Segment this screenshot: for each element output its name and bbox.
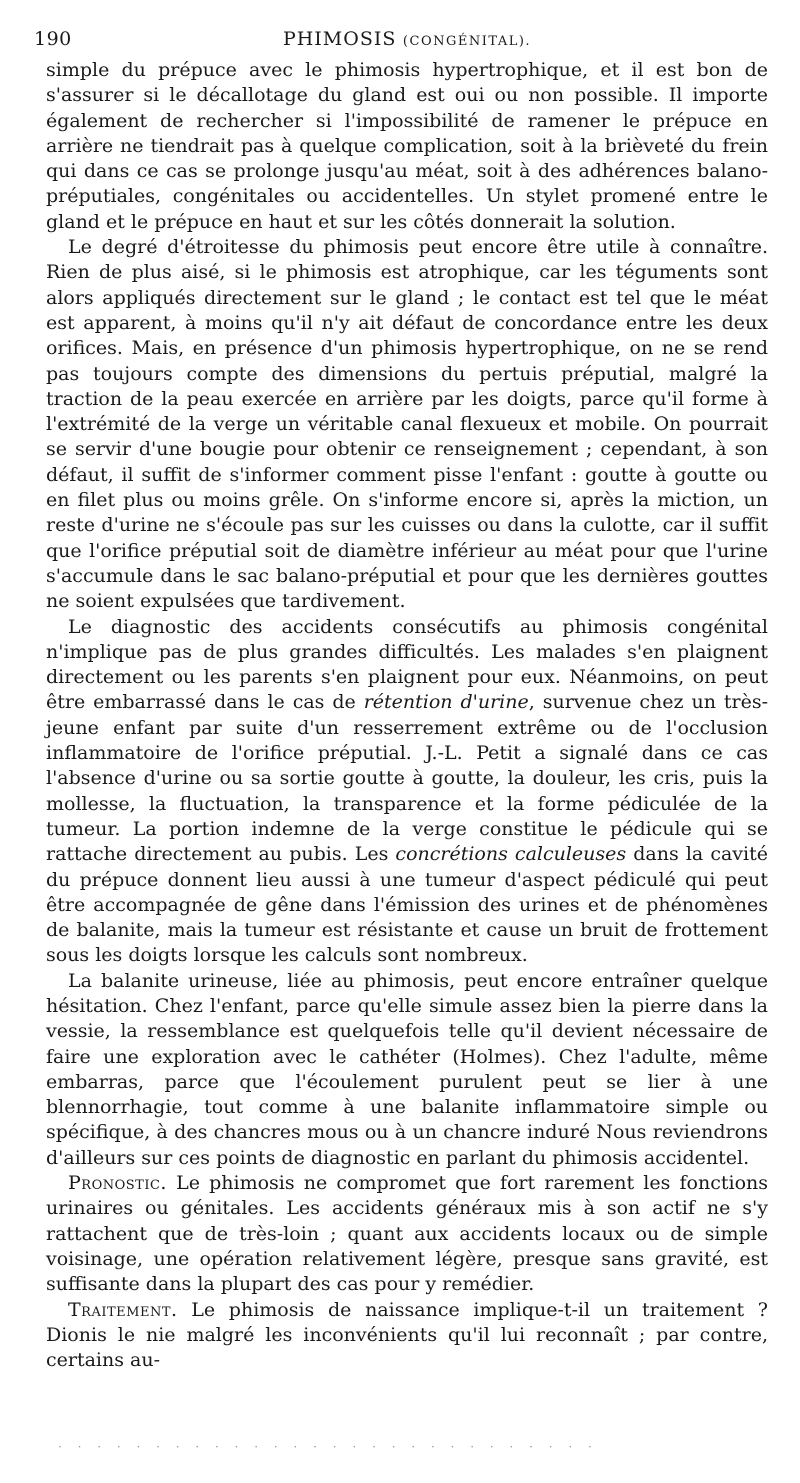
- paragraph-3-text-b: , survenue chez un très-jeune enfant par suite d'un resserrement extrême ou de l'occlusion inflammatoire de l'orifice préputial. J.-L. Petit a signalé dans ce cas l'absence d'urine ou sa sortie goutte à goutte, la douleur, les cris, puis la mollesse, la fluctuation, la transparence et la forme pédiculée de la tumeur. La portion indemne de la verge constitue le pédicule qui se rattache directement au pubis. Les: [46, 691, 768, 866]
- paragraph-3-text-c: dans la cavité du prépuce donnent lieu aussi à une tumeur d'aspect pédiculé qui peut être accompagnée de gêne dans l'émission des urines et de phénomènes de balanite, mais la tumeur est résistante et cause un bruit de frottement sous les doigts lorsque les calculs sont nombreux.: [46, 843, 768, 967]
- running-title-main: PHIMOSIS: [282, 28, 397, 50]
- paragraph-3: [46, 615, 768, 969]
- paragraph-pronostic-text: Le phimosis ne compromet que fort rarement les fonctions urinaires ou génitales. Les accidents généraux mis à son actif ne s'y rattachent que de très-loin ; quant aux accidents locaux ou de simple voisinage, une opération relativement légère, presque sans gravité, est suffisante dans la plupart des cas pour y remédier.: [46, 1172, 768, 1296]
- paragraph-1: [46, 58, 768, 235]
- paragraph-4-text: La balanite urineuse, liée au phimosis, peut encore entraîner quelque hésitation. Chez l'enfant, parce qu'elle simule assez bien la pierre dans la vessie, la ressemblance est quelquefois telle qu'il devient nécessaire de faire une exploration avec le cathéter (Holmes). Chez l'adulte, même embarras, parce que l'écoulement purulent peut se lier à une blennorrhagie, tout comme à une balanite inflammatoire simple ou spécifique, à des chancres mous ou à un chancre induré Nous reviendrons d'ailleurs sur ces points de diagnostic en parlant du phimosis accidentel.: [46, 969, 768, 1169]
- paragraph-2-text: Le degré d'étroitesse du phimosis peut encore être utile à connaître. Rien de plus aisé, si le phimosis est atrophique, car les téguments sont alors appliqués directement sur le gland ; le contact est tel que le méat est apparent, à moins qu'il n'y ait défaut de concordance entre les deux orifices. Mais, en présence d'un phimosis hypertrophique, on ne se rend pas toujours compte des dimensions du pertuis préputial, malgré la traction de la peau exercée en arrière par les doigts, parce qu'il forme à l'extrémité de la verge un véritable canal flexueux et mobile. On pourrait se servir d'une bougie pour obtenir ce renseignement ; cependant, à son défaut, il suffit de s'informer comment pisse l'enfant : goutte à goutte ou en filet plus ou moins grêle. On s'informe encore si, après la miction, un reste d'urine ne s'écoule pas sur les cuisses ou dans la culotte, car il suffit que l'orifice préputial soit de diamètre inférieur au méat pour que l'urine s'accumule dans le sac balano-préputial et pour que les dernières gouttes ne soient expulsées que tardivement.: [46, 236, 768, 613]
- page: [34, 28, 768, 1373]
- paragraph-pronostic: [46, 1171, 768, 1297]
- paragraph-3-text-a: Le diagnostic des accidents consécutifs au phimosis congénital n'implique pas de plus grandes difficultés. Les malades s'en plaignent directement ou les parents s'en plaignent pour eux. Néanmoins, on peut être embarrassé dans le cas de: [46, 615, 768, 714]
- scan-noise-dots: · · · · · · · · · · · · · · · · · · · · · · · · · · · ·: [58, 1440, 598, 1454]
- running-title: [46, 28, 768, 50]
- body-text: [46, 58, 768, 1373]
- section-head-traitement: Traitement.: [68, 1298, 178, 1321]
- italic-term-retention: rétention d'urine: [363, 691, 529, 714]
- running-head: [34, 28, 768, 58]
- paragraph-2: [46, 235, 768, 614]
- italic-term-concretions: concrétions calculeuses: [395, 843, 627, 866]
- paragraph-4: [46, 969, 768, 1171]
- section-head-pronostic: Pronostic.: [68, 1172, 167, 1195]
- paragraph-traitement-text: Le phimosis de naissance implique-t-il un traitement ? Dionis le nie malgré les inconvénients qu'il lui reconnaît ; par contre, certains au-: [46, 1298, 768, 1372]
- paragraph-1-text: simple du prépuce avec le phimosis hypertrophique, et il est bon de s'assurer si le décallotage du gland est oui ou non possible. Il importe également de rechercher si l'impossibilité de ramener le prépuce en arrière ne tiendrait pas à quelque complication, soit à la brièveté du frein qui dans ce cas se prolonge jusqu'au méat, soit à des adhérences balano-préputiales, congénitales ou accidentelles. Un stylet promené entre le gland et le prépuce en haut et sur les côtés donnerait la solution.: [46, 59, 768, 233]
- running-title-subtitle: (CONGÉNITAL).: [402, 34, 532, 49]
- page-number: 190: [34, 28, 72, 50]
- paragraph-traitement: [46, 1298, 768, 1374]
